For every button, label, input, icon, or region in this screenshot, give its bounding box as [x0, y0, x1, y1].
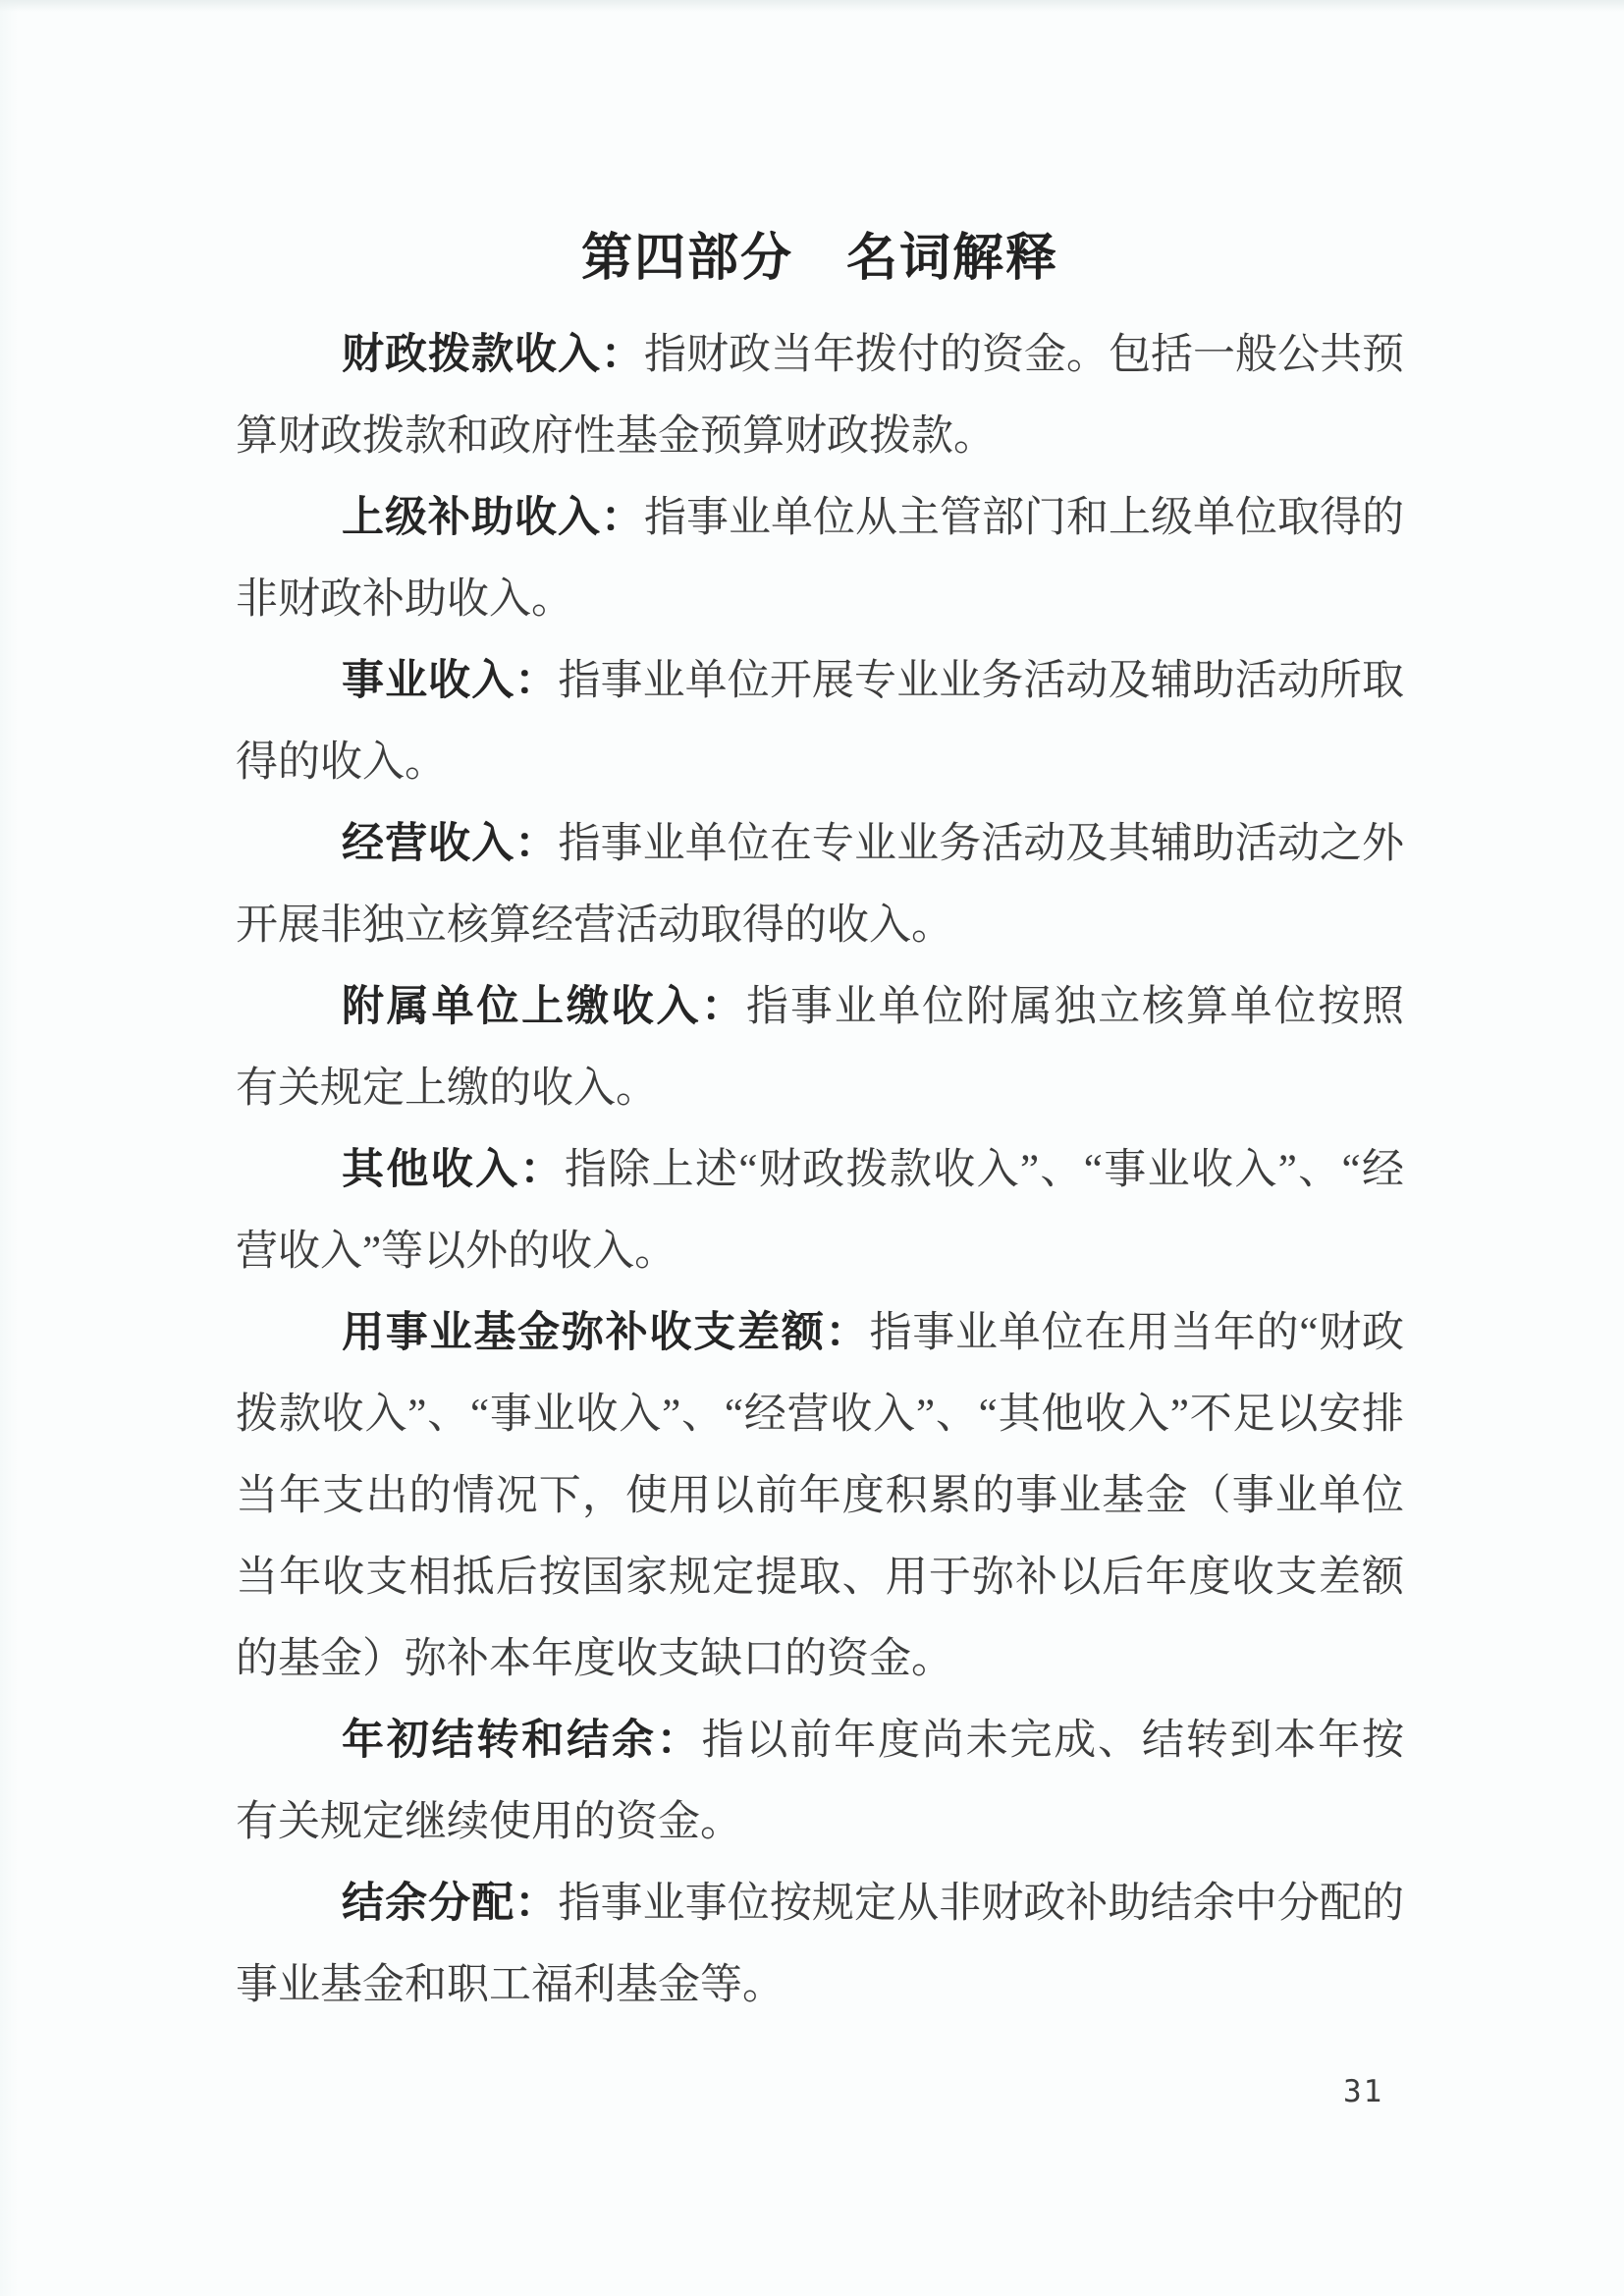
definition-text: 指事业单位开展专业业务活动及辅助活动所取得的收入。 — [236, 658, 1405, 786]
definition-paragraph-operational-income — [236, 640, 1404, 803]
definition-term: 年初结转和结余： — [342, 1718, 702, 1764]
definition-paragraph-use-of-public-fund-to-cover-deficit — [236, 1292, 1404, 1700]
definition-text: 指事业单位附属独立核算单位按照有关规定上缴的收入。 — [236, 984, 1405, 1112]
definition-text: 指以前年度尚未完成、结转到本年按有关规定继续使用的资金。 — [236, 1718, 1405, 1845]
page-number: 31 — [1343, 2074, 1384, 2109]
definition-term: 其他收入： — [342, 1147, 565, 1193]
definition-term: 财政拨款收入： — [342, 332, 644, 378]
definition-paragraph-fiscal-appropriation-income — [236, 314, 1404, 477]
definition-term: 附属单位上缴收入： — [342, 984, 747, 1030]
definition-text: 指事业单位在专业业务活动及其辅助活动之外开展非独立核算经营活动取得的收入。 — [236, 821, 1405, 949]
definition-term: 结余分配： — [342, 1881, 559, 1927]
page-title: 第四部分 名词解释 — [580, 231, 1058, 287]
document-body — [236, 224, 1404, 2026]
definition-text: 指事业单位从主管部门和上级单位取得的非财政补助收入。 — [236, 495, 1404, 623]
definition-paragraph-superior-subsidy-income — [236, 477, 1404, 640]
definition-term: 上级补助收入： — [342, 495, 644, 541]
definition-text: 指财政当年拨付的资金。包括一般公共预算财政拨款和政府性基金预算财政拨款。 — [236, 332, 1404, 460]
definition-text: 指事业事位按规定从非财政补助结余中分配的事业基金和职工福利基金等。 — [236, 1881, 1405, 2008]
definition-text: 指除上述“财政拨款收入”、“事业收入”、“经营收入”等以外的收入。 — [236, 1147, 1404, 1275]
definition-term: 用事业基金弥补收支差额： — [342, 1310, 870, 1356]
definition-text: 指事业单位在用当年的“财政拨款收入”、“事业收入”、“经营收入”、“其他收入”不足以安排当年支出的情况下，使用以前年度积累的事业基金（事业单位当年收支相抵后按国家规定提取、用于弥补以后年度收支差额的基金）弥补本年度收支缺口的资金。 — [236, 1310, 1404, 1682]
definition-paragraph-business-income — [236, 803, 1404, 966]
definition-paragraph-beginning-year-carryover-and-surplus — [236, 1700, 1404, 1863]
definition-term: 经营收入： — [342, 821, 559, 867]
definition-term: 事业收入： — [342, 658, 559, 704]
definition-paragraph-surplus-distribution — [236, 1863, 1404, 2026]
definition-paragraph-other-income — [236, 1129, 1404, 1292]
definition-paragraph-affiliated-unit-remittance-income — [236, 966, 1404, 1129]
